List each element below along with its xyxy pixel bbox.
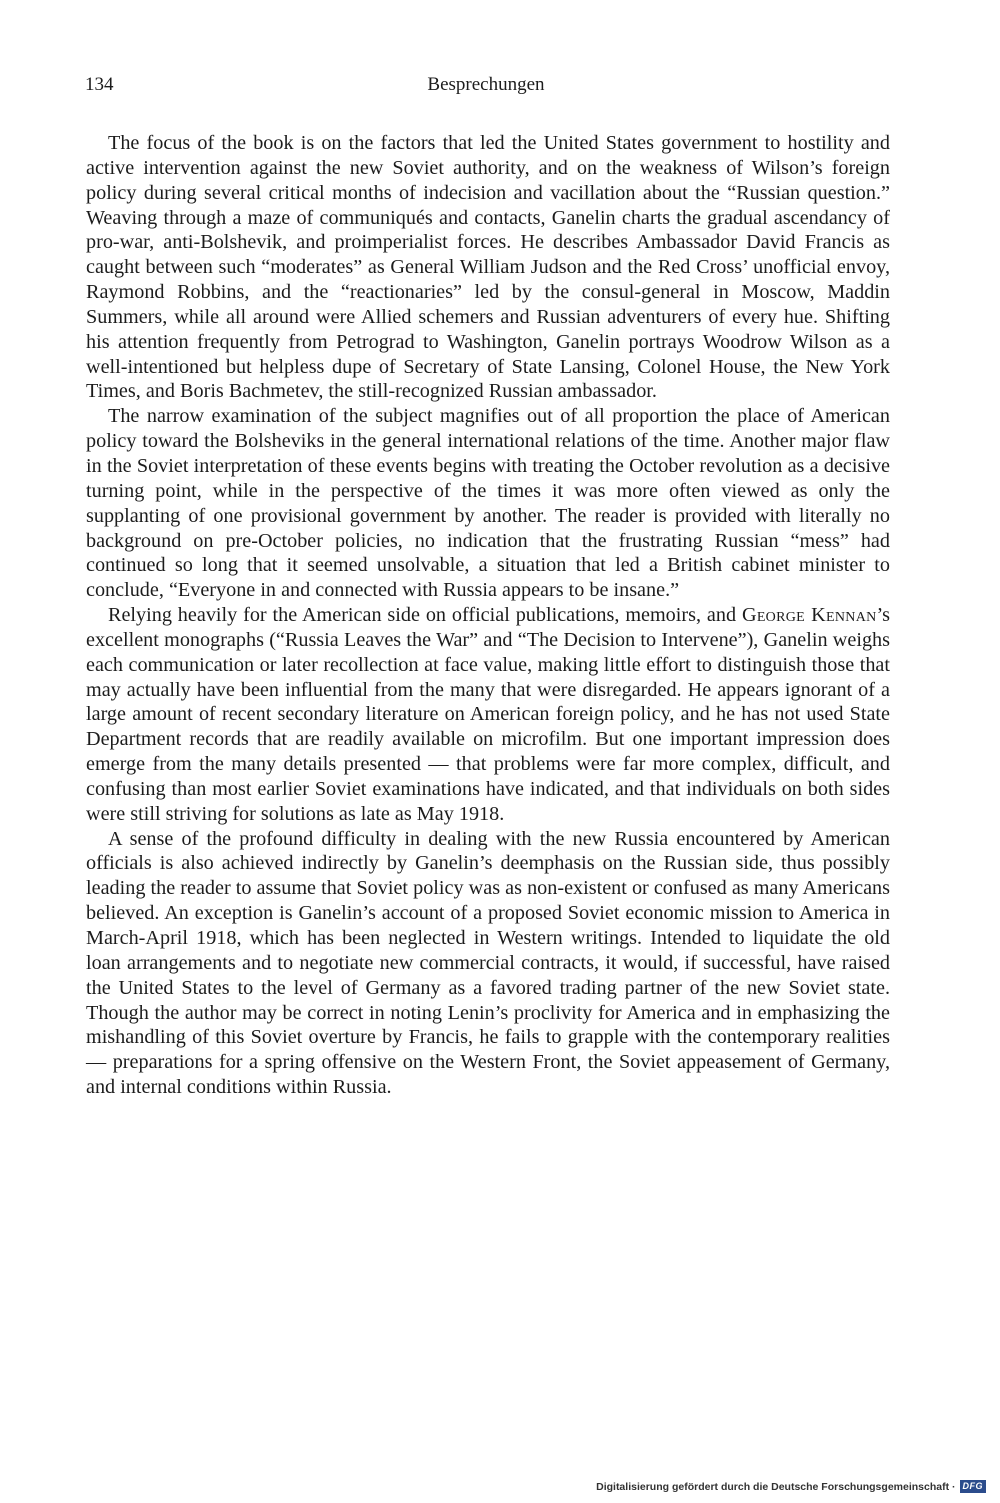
paragraph-1: The focus of the book is on the factors that led the United States government to hostility and active intervention against the new Soviet authority, and on the weakness of Wilson’s foreign policy during several critical months of indecision and vacillation about the “Russian question.” Weaving through a maze of communiqués and contacts, Ganelin charts the gradual ascendancy of pro-war, anti-Bolshevik, and proimperialist forces. He describes Ambassador David Francis as caught between such “moderates” as General William Judson and the Red Cross’ unofficial envoy, Raymond Robbins, and the “reactionaries” led by the consul-general in Moscow, Maddin Summers, while all around were Allied schemers and Russian adventurers of every hue. Shifting his attention frequently from Petrograd to Washington, Ganelin portrays Woodrow Wilson as a well-intentioned but helpless dupe of Secretary of State Lansing, Colonel House, the New York Times, and Boris Bachmetev, the still-recognized Russian ambassador. <box>86 132 890 403</box>
paragraph-4: A sense of the profound difficulty in dealing with the new Russia encountered by American officials is also achieved indirectly by Ganelin’s deemphasis on the Russian side, thus possibly leading the reader to assume that Soviet policy was as non-existent or confused as many Americans believed. An exception is Ganelin’s account of a proposed Soviet economic mission to America in March-April 1918, which has been neglected in Western writings. Intended to liquidate the old loan arrangements and to negotiate new commercial contracts, it would, if successful, have raised the United States to the level of Germany as a favored trading partner of the new Soviet state. Though the author may be correct in noting Lenin’s proclivity for America and in emphasizing the mishandling of this Soviet overture by Francis, he fails to grapple with the contemporary realities — preparations for a spring offensive on the Western Front, the Soviet appeasement of Germany, and internal conditions within Russia. <box>86 827 890 1099</box>
digitization-footer <box>596 1480 986 1493</box>
paragraph-3-lead: Relying heavily for the American side on official publications, memoirs, and <box>108 604 737 627</box>
dfg-logo: DFG <box>960 1480 987 1493</box>
review-text <box>86 131 890 1100</box>
footer-credit: Digitalisierung gefördert durch die Deutsche Forschungsgemeinschaft · <box>596 1480 956 1493</box>
author-name-small-caps: George Kennan <box>741 604 877 627</box>
paragraph-2: The narrow examination of the subject magnifies out of all proportion the place of American policy toward the Bolsheviks in the general international relations of the time. Another major flaw in the Soviet interpretation of these events begins with treating the October revolution as a decisive turning point, while in the perspective of the times it was more often viewed as only the supplanting of one provisional government by another. The reader is provided with literally no background on pre-October policies, no indication that the frustrating Russian “mess” had continued so long that it seemed unsolvable, a situation that led a British cabinet minister to conclude, “Everyone in and connected with Russia appears to be insane.” <box>86 405 890 602</box>
paragraph-3-rest: ’s excellent monographs (“Russia Leaves the War” and “The Decision to Intervene”), Ganelin weighs each communication or later recollection at face value, making little effort to distinguish those that may actually have been influential from the many that were disregarded. He appears ignorant of a large amount of recent secondary literature on American foreign policy, and he has not used State Department records that are readily available on microfilm. But one important impression does emerge from the many details presented — that problems were far more complex, difficult, and confusing than most earlier Soviet examinations have indicated, and that individuals on both sides were still striving for solutions as late as May 1918. <box>86 604 891 825</box>
paragraph-3 <box>86 603 890 827</box>
running-head: Besprechungen <box>427 74 545 95</box>
page-number: 134 <box>85 74 114 95</box>
